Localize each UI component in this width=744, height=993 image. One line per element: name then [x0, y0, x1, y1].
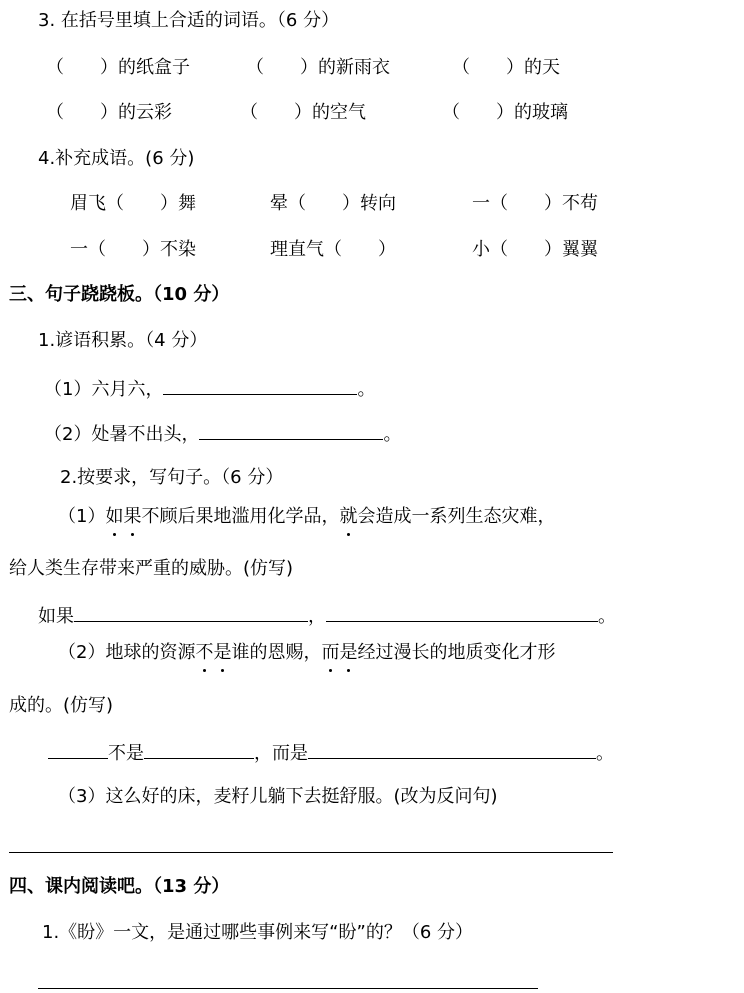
- sentence-2-line-2: 成的。(仿写): [9, 695, 114, 716]
- proverb-1: [44, 376, 375, 402]
- sentence-text: 经过漫长的地质变化才形: [357, 642, 556, 663]
- section-3-title: 三、句子跷跷板。（10 分）: [9, 284, 230, 305]
- emphasis-char: 是: [213, 642, 232, 663]
- sec3-q1-title: 1.谚语积累。（4 分）: [38, 330, 208, 351]
- q4-idiom-1-1: 眉飞（ ）舞: [70, 193, 196, 214]
- sentence-2-answer: [48, 740, 614, 766]
- answer-line-sentence-3[interactable]: [9, 852, 613, 853]
- period: 。: [596, 743, 614, 764]
- sentence-text: （2）地球的资源: [58, 642, 196, 663]
- sec4-q1: 1.《盼》一文，是通过哪些事例来写“盼”的？（6 分）: [42, 922, 473, 943]
- emphasis-char: 如: [105, 506, 124, 527]
- answer-word: 不是: [108, 743, 144, 764]
- emphasis-char: 而: [321, 642, 340, 663]
- comma: ，: [308, 606, 326, 627]
- answer-word: ，而是: [254, 743, 308, 764]
- q3-blank-2-1: （ ）的云彩: [46, 102, 172, 123]
- answer-line-2[interactable]: [144, 740, 254, 759]
- sec3-q2-title: 2.按要求，写句子。（6 分）: [60, 467, 284, 488]
- emphasis-char: 就: [339, 506, 358, 527]
- answer-line-1[interactable]: [48, 740, 108, 759]
- item-number: （1）: [58, 506, 106, 527]
- proverb-1-text: （1）六月六，: [44, 379, 164, 400]
- sentence-1-line-2: 给人类生存带来严重的威胁。(仿写): [9, 558, 294, 579]
- q4-idiom-2-2: 理直气（ ）: [270, 239, 396, 260]
- section-4-title: 四、课内阅读吧。（13 分）: [9, 876, 230, 897]
- sentence-text: 不顾后果地滥用化学品，: [141, 506, 340, 527]
- sentence-1-line-1: [58, 505, 555, 529]
- sentence-3: （3）这么好的床，麦籽儿躺下去挺舒服。(改为反问句): [58, 786, 498, 807]
- q4-idiom-1-3: 一（ ）不苟: [472, 193, 598, 214]
- period: 。: [383, 424, 402, 445]
- sentence-text: 谁的恩赐，: [231, 642, 322, 663]
- emphasis-char: 不: [195, 642, 214, 663]
- proverb-1-answer-line[interactable]: [163, 376, 357, 395]
- q3-blank-2-3: （ ）的玻璃: [442, 102, 568, 123]
- answer-line-1[interactable]: [74, 603, 308, 622]
- sentence-2-line-1: [58, 641, 555, 665]
- proverb-2-answer-line[interactable]: [199, 421, 383, 440]
- emphasis-char: 果: [123, 506, 142, 527]
- answer-line-3[interactable]: [308, 740, 596, 759]
- answer-prefix: 如果: [38, 606, 74, 627]
- period: 。: [598, 606, 616, 627]
- q4-idiom-2-3: 小（ ）翼翼: [472, 239, 598, 260]
- q3-blank-2-2: （ ）的空气: [240, 102, 366, 123]
- q4-idiom-2-1: 一（ ）不染: [70, 239, 196, 260]
- proverb-2: [44, 421, 401, 447]
- sentence-text: 会造成一系列生态灾难，: [357, 506, 556, 527]
- q3-blank-1-2: （ ）的新雨衣: [246, 57, 390, 78]
- sentence-1-answer: [38, 603, 616, 629]
- q4-title: 4.补充成语。(6 分): [38, 148, 195, 169]
- period: 。: [357, 379, 376, 400]
- emphasis-char: 是: [339, 642, 358, 663]
- q3-blank-1-3: （ ）的天: [452, 57, 560, 78]
- answer-line-2[interactable]: [326, 603, 598, 622]
- q3-blank-1-1: （ ）的纸盒子: [46, 57, 190, 78]
- proverb-2-text: （2）处暑不出头，: [44, 424, 200, 445]
- answer-line-reading[interactable]: [38, 988, 538, 989]
- q4-idiom-1-2: 晕（ ）转向: [270, 193, 396, 214]
- q3-title: 3. 在括号里填上合适的词语。（6 分）: [38, 10, 340, 31]
